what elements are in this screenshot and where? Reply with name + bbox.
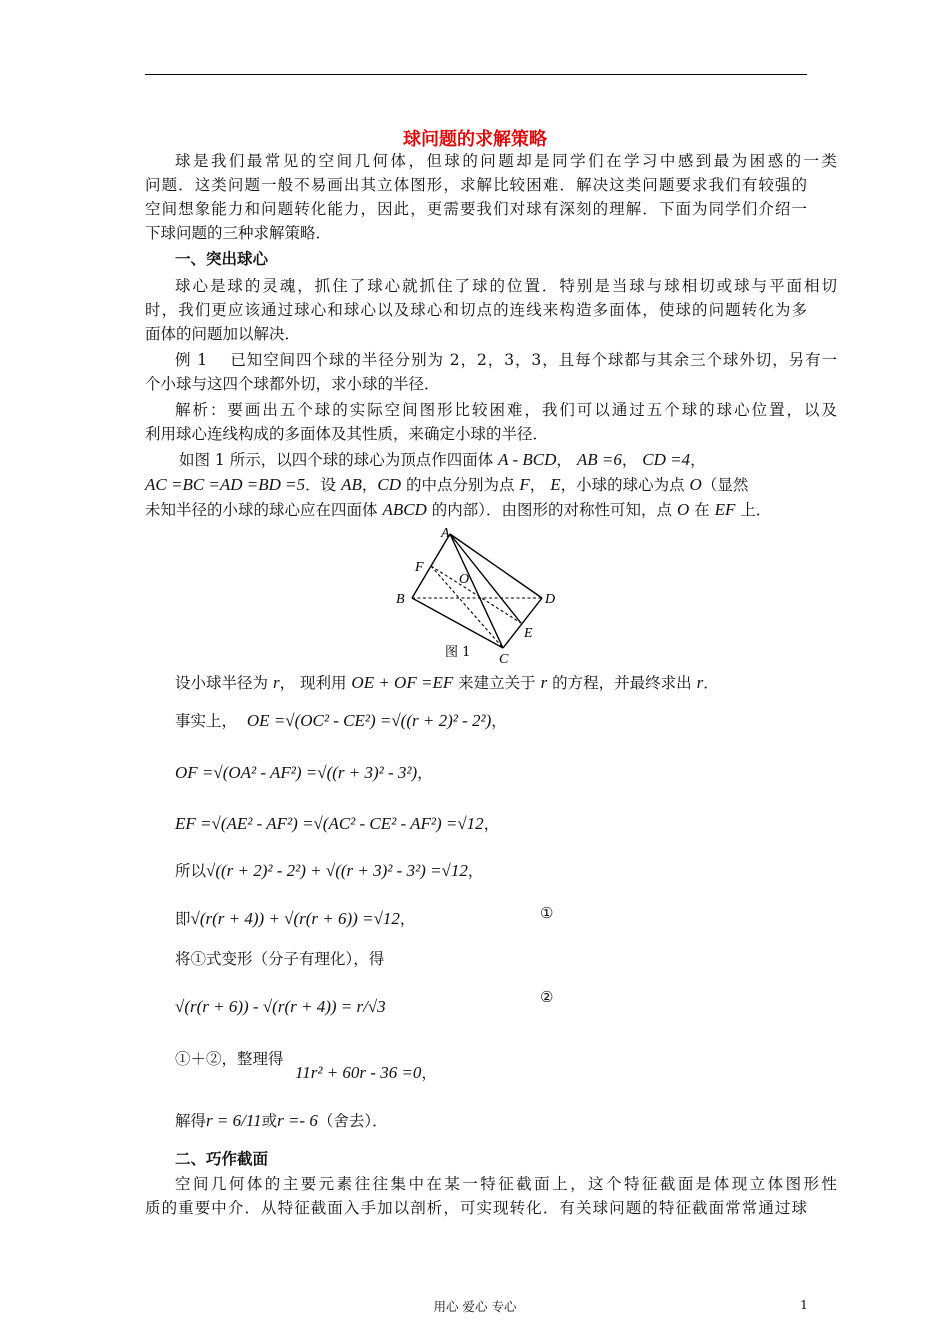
label-a: A [441,526,450,541]
equation-so: √((r + 2)² - 2²) + √((r + 3)² - 3²) =√12 [206,861,468,880]
section1-line: 面体的问题加以解决． [145,325,301,343]
equation-quadratic: 11r² + 60r - 36 =0 [295,1063,422,1082]
label-o: O [459,572,470,587]
equation-of: OF =√(OA² - AF²) =√((r + 3)² - 3²) [175,763,418,782]
equation-marker-2: ② [540,988,554,1006]
label-d: D [545,592,556,607]
section1-line: 时，我们更应该通过球心和球心以及球心和切点的连线来构造多面体，使球的问题转化为多 [145,301,807,319]
edge-dc [503,598,542,648]
equation-ef-line: EF =√(AE² - AF²) =√(AC² - CE² - AF²) =√12， [175,814,500,833]
intro-line: 空间想象能力和问题转化能力，因此，更需要我们对球有深刻的理解．下面为同学们介绍一 [145,200,807,218]
equation-of-line: OF =√(OA² - AF²) =√((r + 3)² - 3²)， [175,763,433,782]
section2-line: 质的重要中介．从特征截面入手加以剖析，可实现转化．有关球问题的特征截面常常通过球 [145,1199,807,1217]
transform-line: 将①式变形（分子有理化），得 [175,950,385,968]
equation-2: √(r(r + 6)) - √(r(r + 4)) = r/√3 [175,997,386,1016]
equation-ji: √(r(r + 4)) + √(r(r + 6)) =√12 [190,909,400,928]
equation-oe: OE =√(OC² - CE²) =√((r + 2)² - 2²) [246,711,492,730]
page-number: 1 [800,1297,808,1312]
page-footer: 用心 爱心 专心 [433,1299,517,1314]
header-rule [145,74,807,75]
edge-bc [412,598,503,648]
label-f: F [415,560,424,575]
equation-so-line: 所以√((r + 2)² - 2²) + √((r + 3)² - 3²) =√12， [175,861,484,880]
equation-2-line [145,996,837,1018]
section-heading-1: 一、突出球心 [175,250,269,268]
equation-ef: EF =√(AE² - AF²) =√(AC² - CE² - AF²) =√12 [175,814,484,833]
section-heading-2: 二、巧作截面 [175,1150,269,1168]
tetrahedron-figure [385,525,575,670]
figure-text-line-1: 如图 1 所示，以四个球的球心为顶点作四面体 A - BCD， AB =6， CD =4， [179,450,706,469]
analysis-line: 解析：要画出五个球的实际空间图形比较困难，我们可以通过五个球的球心位置，以及 [175,401,837,419]
example1-line: 例 1 已知空间四个球的半径分别为 2，2，3，3，且每个球都与其余三个球外切，另有一 [175,351,837,369]
page-title: 球问题的求解策略 [403,129,547,150]
section2-line: 空间几何体的主要元素往往集中在某一特征截面上，这个特征截面是体现立体图形性 [175,1175,837,1193]
quadratic-line: 11r² + 60r - 36 =0， [295,1063,437,1082]
intro-line: 球是我们最常见的空间几何体，但球的问题却是同学们在学习中感到最为困惑的一类 [175,152,837,170]
intro-line: 问题．这类问题一般不易画出其立体图形，求解比较困难．解决这类问题要求我们有较强的 [145,176,807,194]
figure-caption: 图 1 [445,645,471,660]
solution-line: 解得r = 6/11或r =- 6（舍去）． [175,1111,388,1130]
intro-line: 下球问题的三种求解策略． [145,224,332,242]
setup-line: 设小球半径为 r， 现利用 OE + OF =EF 来建立关于 r 的方程，并最终求出 r． [175,673,719,692]
label-c: C [499,652,509,667]
figure-text-line-3: 未知半径的小球的球心应在四面体 ABCD 的内部）．由图形的对称性可知，点 O 在 EF 上． [145,500,772,519]
edge-ad [450,534,542,598]
equation-ji-line: 即√(r(r + 4)) + √(r(r + 6)) =√12， [175,909,416,928]
label-b: B [396,592,405,607]
example1-line: 个小球与这四个球都外切，求小球的半径． [145,375,440,393]
section1-line: 球心是球的灵魂，抓住了球心就抓住了球的位置．特别是当球与球相切或球与平面相切 [175,277,837,295]
label-e: E [524,626,533,641]
combine-line: ①＋②，整理得 [175,1050,284,1068]
figure-text-line-2: AC =BC =AD =BD =5．设 AB，CD 的中点分别为点 F， E，小球的球心为点 O（显然 [145,475,749,494]
equation-marker-1: ① [540,904,554,922]
analysis-line: 利用球心连线构成的多面体及其性质，来确定小球的半径． [145,425,549,443]
fact-line: 事实上， OE =√(OC² - CE²) =√((r + 2)² - 2²)， [175,711,507,730]
